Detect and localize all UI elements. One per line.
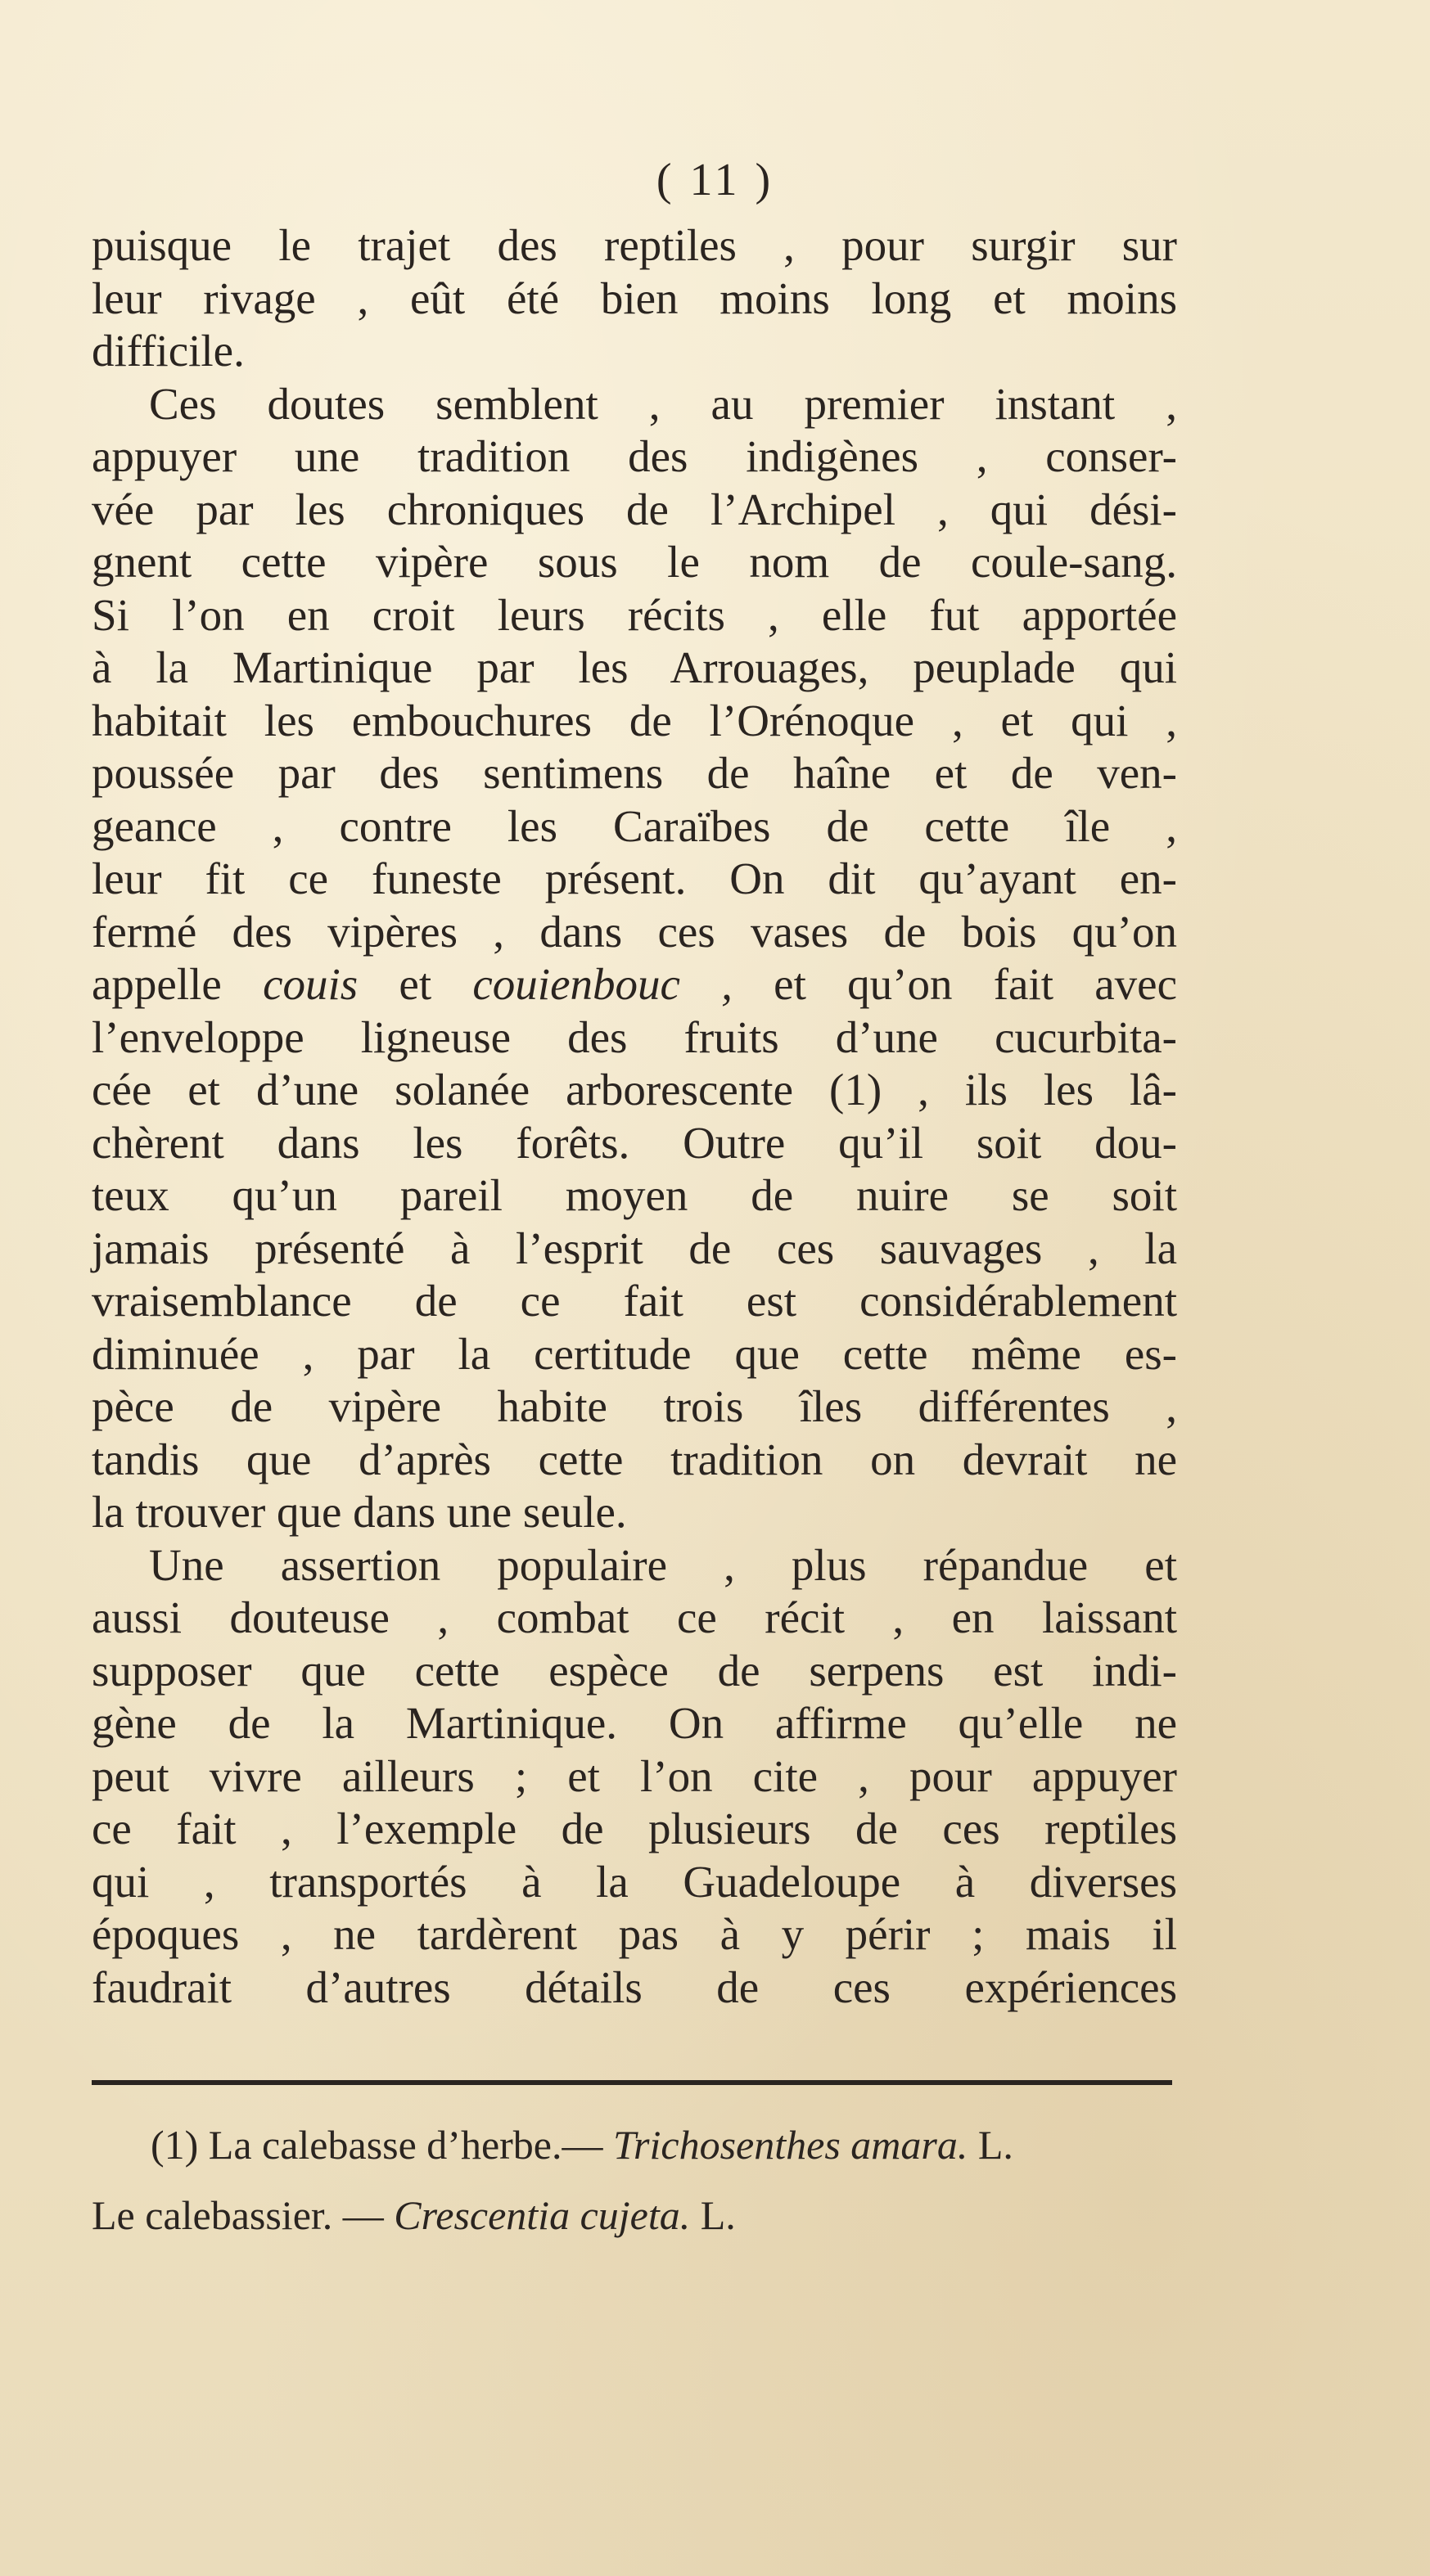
- text-line: habitait les embouchures de l’Orénoque , et qui ,: [92, 695, 1177, 745]
- text-fragment: (1) La calebasse d’herbe.—: [151, 2122, 613, 2168]
- text-line: ce fait , l’exemple de plusieurs de ces reptiles: [92, 1804, 1177, 1853]
- text-line: puisque le trajet des reptiles , pour surgir sur: [92, 220, 1177, 270]
- text-line: diminuée , par la certitude que cette même es-: [92, 1328, 1177, 1379]
- text-line: vraisemblance de ce fait est considérablement: [92, 1276, 1177, 1326]
- text-line: vée par les chroniques de l’Archipel , qui dési-: [92, 484, 1177, 534]
- text-fragment: L.: [690, 2192, 736, 2238]
- text-fragment: et qu’on fait avec: [732, 959, 1177, 1009]
- text-line: peut vivre ailleurs ; et l’on cite , pour appuyer: [92, 1750, 1177, 1801]
- text-line: la trouver que dans une seule.: [92, 1487, 627, 1537]
- text-line: leur fit ce funeste présent. On dit qu’ayant en-: [92, 853, 1177, 903]
- text-line: gène de la Martinique. On affirme qu’elle ne: [92, 1698, 1177, 1748]
- italic-term: Trichosenthes amara.: [613, 2122, 968, 2168]
- text-line: geance , contre les Caraïbes de cette île ,: [92, 800, 1177, 851]
- text-line: supposer que cette espèce de serpens est indi-: [92, 1645, 1177, 1696]
- footnote-rule: [92, 2080, 1172, 2085]
- text-line: leur rivage , eût été bien moins long et moins: [92, 272, 1177, 323]
- text-line: l’enveloppe ligneuse des fruits d’une cucurbita-: [92, 1011, 1177, 1062]
- page-number: ( 11 ): [656, 155, 774, 205]
- text-fragment: L.: [968, 2122, 1013, 2168]
- text-line: époques , ne tardèrent pas à y périr ; mais il: [92, 1909, 1177, 1959]
- text-fragment: appelle: [92, 959, 264, 1009]
- italic-term: couienbouc ,: [472, 959, 733, 1009]
- text-line: aussi douteuse , combat ce récit , en laissant: [92, 1592, 1177, 1642]
- text-line: [92, 958, 1177, 1011]
- text-line: gnent cette vipère sous le nom de coule-sang.: [92, 537, 1177, 587]
- text-line: qui , transportés à la Guadeloupe à diverses: [92, 1856, 1177, 1907]
- text-line: cée et d’une solanée arborescente (1) , ils les lâ-: [92, 1065, 1177, 1115]
- footnotes: [92, 2110, 1180, 2250]
- text-line: chèrent dans les forêts. Outre qu’il soit dou-: [92, 1117, 1177, 1168]
- text-line: à la Martinique par les Arrouages, peuplade qui: [92, 642, 1177, 692]
- text-line: tandis que d’après cette tradition on devrait ne: [92, 1434, 1177, 1484]
- text-line: fermé des vipères , dans ces vases de bois qu’on: [92, 906, 1177, 957]
- text-line: jamais présenté à l’esprit de ces sauvages , la: [92, 1223, 1177, 1273]
- body-text: [92, 219, 1177, 2014]
- text-line: Si l’on en croit leurs récits , elle fut apportée: [92, 589, 1177, 640]
- footnote-line: [92, 2180, 1180, 2250]
- text-line: poussée par des sentimens de haîne et de ven-: [92, 748, 1177, 798]
- text-line: appuyer une tradition des indigènes , conser-: [92, 431, 1177, 481]
- italic-term: Crescentia cujeta.: [394, 2192, 691, 2238]
- footnote-line: [92, 2110, 1180, 2180]
- text-line: Une assertion populaire , plus répandue et: [149, 1539, 1177, 1590]
- text-line: difficile.: [92, 326, 245, 376]
- italic-term: couis: [263, 959, 359, 1009]
- text-fragment: et: [358, 959, 473, 1009]
- text-line: pèce de vipère habite trois îles différentes ,: [92, 1381, 1177, 1431]
- text-line: teux qu’un pareil moyen de nuire se soit: [92, 1170, 1177, 1220]
- text-line: faudrait d’autres détails de ces expériences: [92, 1961, 1177, 2012]
- text-fragment: Le calebassier. —: [92, 2192, 395, 2238]
- text-line: Ces doutes semblent , au premier instant ,: [149, 378, 1177, 429]
